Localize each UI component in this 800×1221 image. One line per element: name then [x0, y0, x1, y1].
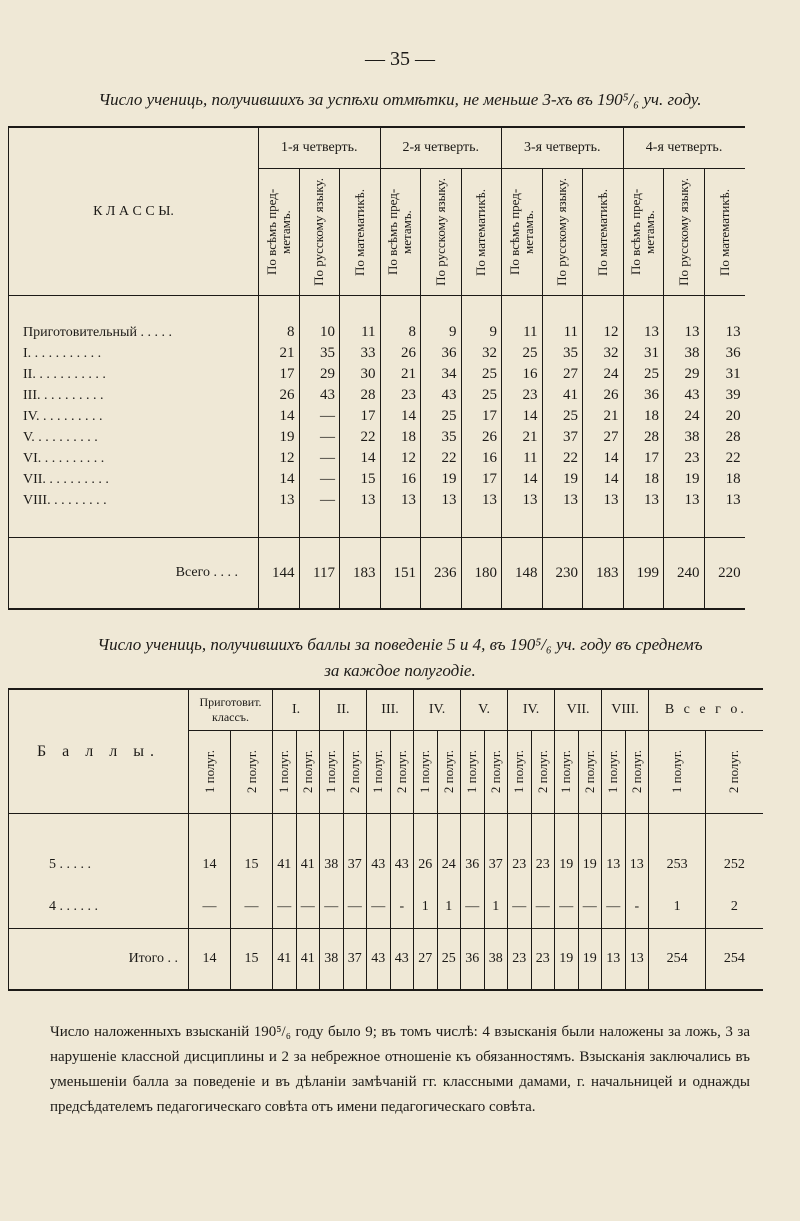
table-cell: 38 [320, 844, 344, 886]
table-cell: 27 [542, 364, 583, 385]
table-cell: 13 [380, 490, 421, 511]
table-cell: 13 [602, 844, 626, 886]
table-cell: 14 [380, 406, 421, 427]
total-cell: 13 [602, 929, 626, 991]
table-row [9, 406, 745, 427]
table-cell: — [343, 886, 367, 929]
table-cell: 13 [461, 490, 502, 511]
total-cell: 254 [649, 929, 706, 991]
half-year-header: 1 полуг. [461, 731, 485, 814]
row-label: 5 . . . . . [9, 844, 189, 886]
total-cell: 230 [542, 538, 583, 610]
total-cell: 117 [299, 538, 340, 610]
total-cell: 148 [502, 538, 543, 610]
total-cell: 25 [437, 929, 461, 991]
class-group-header: III. [367, 689, 414, 731]
table-cell: — [531, 886, 555, 929]
table-cell: 12 [583, 322, 624, 343]
table-row [9, 427, 745, 448]
table-cell: 13 [502, 490, 543, 511]
total-cell: 23 [531, 929, 555, 991]
row-label: I. . . . . . . . . . . [9, 343, 259, 364]
subject-header: По математикѣ. [340, 169, 381, 296]
table-row [9, 469, 745, 490]
total-cell: 27 [414, 929, 438, 991]
table-cell: 15 [231, 844, 273, 886]
table-cell: 35 [299, 343, 340, 364]
table-cell: 26 [259, 385, 300, 406]
table-cell: 24 [583, 364, 624, 385]
table-cell: — [461, 886, 485, 929]
total-label: Всего . . . . [9, 538, 259, 610]
page-number: — 35 — [365, 48, 435, 70]
table-cell: 38 [664, 427, 705, 448]
total-cell: 199 [623, 538, 664, 610]
table-cell: 23 [531, 844, 555, 886]
table-cell: 25 [623, 364, 664, 385]
total-row [9, 929, 763, 991]
table-cell: 28 [340, 385, 381, 406]
total-cell: 15 [231, 929, 273, 991]
quarter-header: 2-я четверть. [380, 127, 502, 169]
table-cell: — [299, 406, 340, 427]
table-cell: 9 [461, 322, 502, 343]
total-cell: 13 [625, 929, 649, 991]
table-cell: 13 [623, 322, 664, 343]
table-cell: 41 [542, 385, 583, 406]
table-cell: 43 [664, 385, 705, 406]
table-cell: - [390, 886, 414, 929]
subject-header: По русскому языку. [664, 169, 705, 296]
table-cell: 13 [625, 844, 649, 886]
half-year-header: 2 полуг. [231, 731, 273, 814]
table-cell: 14 [189, 844, 231, 886]
table-cell: 41 [296, 844, 320, 886]
conduct-table [8, 688, 763, 991]
row-label: IV. . . . . . . . . . [9, 406, 259, 427]
half-year-header: 1 полуг. [367, 731, 391, 814]
table-cell: 13 [259, 490, 300, 511]
table-cell: — [273, 886, 297, 929]
subject-header: По русскому языку. [542, 169, 583, 296]
class-group-header: IV. [508, 689, 555, 731]
table-row [9, 364, 745, 385]
half-year-header: 1 полуг. [602, 731, 626, 814]
subject-header: По всѣмъ пред-метамъ. [259, 169, 300, 296]
table-cell: 29 [664, 364, 705, 385]
table-cell: — [299, 469, 340, 490]
table-cell: 43 [299, 385, 340, 406]
table-cell: 10 [299, 322, 340, 343]
table-cell: 22 [704, 448, 745, 469]
table-cell: 14 [340, 448, 381, 469]
table-cell: 26 [414, 844, 438, 886]
total-cell: 236 [421, 538, 462, 610]
table-cell: 12 [380, 448, 421, 469]
class-group-header: VIII. [602, 689, 649, 731]
table-cell: 37 [343, 844, 367, 886]
table-cell: — [367, 886, 391, 929]
table-cell: 13 [704, 322, 745, 343]
total-cell: 180 [461, 538, 502, 610]
row-label: V. . . . . . . . . . [9, 427, 259, 448]
class-group-header: VII. [555, 689, 602, 731]
half-year-header: 2 полуг. [390, 731, 414, 814]
table-cell: 16 [502, 364, 543, 385]
subject-header: По математикѣ. [704, 169, 745, 296]
table-cell: 2 [706, 886, 763, 929]
table-cell: - [625, 886, 649, 929]
class-group-header: II. [320, 689, 367, 731]
table-cell: 12 [259, 448, 300, 469]
total-cell: 14 [189, 929, 231, 991]
table-cell: 13 [664, 490, 705, 511]
table-row [9, 343, 745, 364]
table-cell: 1 [484, 886, 508, 929]
table-cell: 36 [421, 343, 462, 364]
table-cell: 14 [259, 469, 300, 490]
total-cell: 41 [296, 929, 320, 991]
table-cell: 14 [583, 448, 624, 469]
penalties-paragraph: Число наложенныхъ взысканій 190⁵/₆ году было 9; въ томъ числѣ: 4 взысканія были наложены за ложь, 3 за нарушеніе классной дисциплины и 2 за небрежное отношеніе къ обязанностямъ. Взысканія заключались въ уменьшеніи балла за поведеніе и въ дѣланіи замѣчаній гг. классными дамами, г. начальницей и однажды предсѣдателемъ педагогическаго совѣта отъ имени педагогическаго совѣта. [50, 1024, 750, 1115]
table-cell: 34 [421, 364, 462, 385]
half-year-header: 1 полуг. [508, 731, 532, 814]
table-row [9, 385, 745, 406]
quarter-header: 4-я четверть. [623, 127, 745, 169]
total-cell: 144 [259, 538, 300, 610]
half-year-header: 1 полуг. [649, 731, 706, 814]
row-label: 4 . . . . . . [9, 886, 189, 929]
quarter-header: 1-я четверть. [259, 127, 381, 169]
total-cell: 36 [461, 929, 485, 991]
table-cell: 14 [259, 406, 300, 427]
total-label: Итого . . [9, 929, 189, 991]
class-group-header: V. [461, 689, 508, 731]
table-cell: 17 [461, 469, 502, 490]
table-cell: 17 [623, 448, 664, 469]
table-cell: 19 [259, 427, 300, 448]
quarter-header: 3-я четверть. [502, 127, 624, 169]
total-cell: 254 [706, 929, 763, 991]
total-cell: 151 [380, 538, 421, 610]
table-row [9, 448, 745, 469]
table-cell: 9 [421, 322, 462, 343]
table-cell: — [320, 886, 344, 929]
row-label: VI. . . . . . . . . . [9, 448, 259, 469]
table-cell: 17 [259, 364, 300, 385]
table-cell: 22 [340, 427, 381, 448]
table-cell: 13 [421, 490, 462, 511]
table-cell: 13 [583, 490, 624, 511]
table-cell: 22 [542, 448, 583, 469]
table-row [9, 844, 763, 886]
half-year-header: 2 полуг. [706, 731, 763, 814]
table-cell: 26 [380, 343, 421, 364]
total-cell: 43 [390, 929, 414, 991]
table-cell: 21 [502, 427, 543, 448]
table-cell: 17 [340, 406, 381, 427]
table-cell: 14 [583, 469, 624, 490]
table1-caption: Число учениць, получившихъ за успѣхи отмѣтки, не меньше 3-хъ въ 190⁵/₆ уч. году. [98, 90, 702, 109]
table-cell: — [299, 427, 340, 448]
table-cell: 18 [623, 406, 664, 427]
table-cell: 32 [461, 343, 502, 364]
table-cell: 11 [340, 322, 381, 343]
table-cell: 19 [542, 469, 583, 490]
class-group-header: В с е г о. [649, 689, 763, 731]
table-cell: 29 [299, 364, 340, 385]
table-cell: 43 [421, 385, 462, 406]
half-year-header: 2 полуг. [437, 731, 461, 814]
table-cell: 252 [706, 844, 763, 886]
subject-header: По всѣмъ пред-метамъ. [502, 169, 543, 296]
table-cell: 26 [583, 385, 624, 406]
table-cell: 21 [583, 406, 624, 427]
table-cell: 31 [623, 343, 664, 364]
table-cell: — [299, 490, 340, 511]
total-cell: 23 [508, 929, 532, 991]
table-cell: 21 [259, 343, 300, 364]
total-cell: 19 [555, 929, 579, 991]
table-cell: 16 [461, 448, 502, 469]
table-cell: 25 [542, 406, 583, 427]
table-cell: 20 [704, 406, 745, 427]
table-cell: 14 [502, 406, 543, 427]
table-cell: 11 [502, 448, 543, 469]
half-year-header: 2 полуг. [578, 731, 602, 814]
table-cell: 23 [502, 385, 543, 406]
table-cell: 36 [623, 385, 664, 406]
table-cell: 19 [421, 469, 462, 490]
table-cell: 38 [664, 343, 705, 364]
grades-table [8, 126, 745, 610]
table-cell: 18 [380, 427, 421, 448]
table-cell: 28 [704, 427, 745, 448]
table-cell: 19 [578, 844, 602, 886]
table-cell: 17 [461, 406, 502, 427]
table2-caption-line1: Число учениць, получившихъ баллы за поведеніе 5 и 4, въ 190⁵/₆ уч. году въ среднемъ [97, 635, 703, 654]
total-cell: 183 [583, 538, 624, 610]
table-cell: 13 [704, 490, 745, 511]
total-row [9, 538, 745, 610]
table-cell: — [299, 448, 340, 469]
table-cell: 18 [704, 469, 745, 490]
table-cell: 11 [502, 322, 543, 343]
half-year-header: 1 полуг. [273, 731, 297, 814]
table-cell: 13 [542, 490, 583, 511]
table-cell: — [231, 886, 273, 929]
table-cell: 26 [461, 427, 502, 448]
row-label: VIII. . . . . . . . . [9, 490, 259, 511]
class-group-header: IV. [414, 689, 461, 731]
table-cell: 33 [340, 343, 381, 364]
total-cell: 37 [343, 929, 367, 991]
table-cell: 25 [502, 343, 543, 364]
table-cell: 36 [461, 844, 485, 886]
table-cell: 43 [367, 844, 391, 886]
half-year-header: 2 полуг. [531, 731, 555, 814]
row-label: VII. . . . . . . . . . [9, 469, 259, 490]
table-cell: 21 [380, 364, 421, 385]
half-year-header: 1 полуг. [320, 731, 344, 814]
table-cell: 13 [664, 322, 705, 343]
table-cell: 27 [583, 427, 624, 448]
half-year-header: 1 полуг. [189, 731, 231, 814]
table-cell: 24 [664, 406, 705, 427]
table-cell: — [508, 886, 532, 929]
half-year-header: 2 полуг. [625, 731, 649, 814]
total-cell: 240 [664, 538, 705, 610]
classes-header: К Л А С С Ы. [9, 127, 259, 296]
total-cell: 41 [273, 929, 297, 991]
row-label: Приготовительный . . . . . [9, 322, 259, 343]
half-year-header: 1 полуг. [555, 731, 579, 814]
subject-header: По русскому языку. [299, 169, 340, 296]
table-cell: 37 [542, 427, 583, 448]
total-cell: 220 [704, 538, 745, 610]
subject-header: По математикѣ. [583, 169, 624, 296]
total-cell: 19 [578, 929, 602, 991]
table-cell: 1 [414, 886, 438, 929]
table-row [9, 322, 745, 343]
half-year-header: 1 полуг. [414, 731, 438, 814]
table-cell: 28 [623, 427, 664, 448]
table-cell: 1 [437, 886, 461, 929]
half-year-header: 2 полуг. [484, 731, 508, 814]
table-cell: 25 [461, 364, 502, 385]
table-cell: 1 [649, 886, 706, 929]
table-cell: 22 [421, 448, 462, 469]
table-cell: 32 [583, 343, 624, 364]
table-cell: — [578, 886, 602, 929]
table-cell: 24 [437, 844, 461, 886]
table-cell: — [602, 886, 626, 929]
table-cell: 11 [542, 322, 583, 343]
subject-header: По всѣмъ пред-метамъ. [623, 169, 664, 296]
half-year-header: 2 полуг. [296, 731, 320, 814]
table-cell: 30 [340, 364, 381, 385]
table-cell: 31 [704, 364, 745, 385]
table-cell: — [555, 886, 579, 929]
table-cell: 35 [542, 343, 583, 364]
table-cell: 23 [664, 448, 705, 469]
subject-header: По математикѣ. [461, 169, 502, 296]
table-cell: 25 [421, 406, 462, 427]
table-cell: 253 [649, 844, 706, 886]
marks-header: Б а л л ы. [9, 689, 189, 814]
table-cell: 25 [461, 385, 502, 406]
table-cell: 8 [259, 322, 300, 343]
table-row [9, 886, 763, 929]
class-group-header: Приготовит. классъ. [189, 689, 273, 731]
subject-header: По русскому языку. [421, 169, 462, 296]
class-group-header: I. [273, 689, 320, 731]
table-cell: — [189, 886, 231, 929]
subject-header: По всѣмъ пред-метамъ. [380, 169, 421, 296]
row-label: III. . . . . . . . . . [9, 385, 259, 406]
table-cell: 36 [704, 343, 745, 364]
table-cell: 15 [340, 469, 381, 490]
total-cell: 38 [320, 929, 344, 991]
table-cell: 13 [340, 490, 381, 511]
table-cell: 41 [273, 844, 297, 886]
table-cell: 13 [623, 490, 664, 511]
table-cell: 39 [704, 385, 745, 406]
table-cell: 8 [380, 322, 421, 343]
table-cell: 16 [380, 469, 421, 490]
row-label: II. . . . . . . . . . . [9, 364, 259, 385]
table-cell: 19 [555, 844, 579, 886]
table-cell: 19 [664, 469, 705, 490]
table-cell: 37 [484, 844, 508, 886]
table-cell: — [296, 886, 320, 929]
table2-caption-line2: за каждое полугодіе. [324, 661, 476, 680]
table-cell: 35 [421, 427, 462, 448]
table2-caption [40, 632, 760, 684]
table-cell: 43 [390, 844, 414, 886]
table-cell: 14 [502, 469, 543, 490]
total-cell: 183 [340, 538, 381, 610]
total-cell: 43 [367, 929, 391, 991]
table-cell: 23 [508, 844, 532, 886]
half-year-header: 2 полуг. [343, 731, 367, 814]
table-cell: 23 [380, 385, 421, 406]
total-cell: 38 [484, 929, 508, 991]
table-cell: 18 [623, 469, 664, 490]
table-row [9, 490, 745, 511]
